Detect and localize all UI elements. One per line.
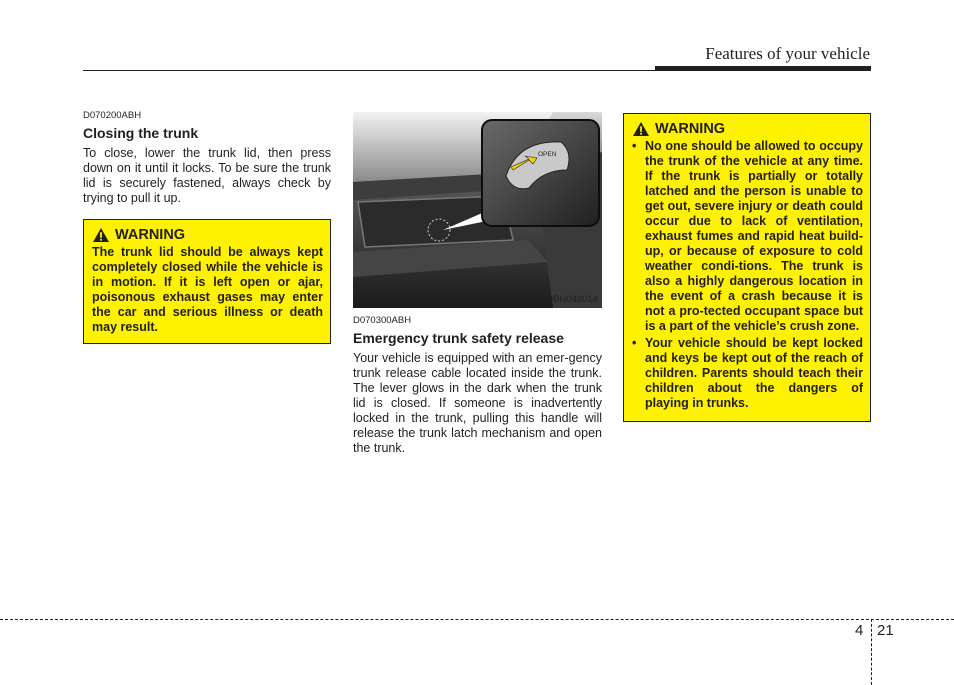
footer-dashed-rule: [0, 619, 954, 620]
warning-heading: [92, 227, 323, 243]
warning-heading: [632, 121, 863, 137]
header-accent-bar: [655, 66, 871, 71]
section-code: D070300ABH: [353, 315, 412, 326]
warning-list-item: • Your vehicle should be kept locked and keys be kept out of the reach of children. Parents should teach their children about the dangers of playing in trunks.: [632, 336, 863, 410]
warning-title: WARNING: [655, 121, 726, 137]
warning-title: WARNING: [115, 227, 186, 243]
trunk-release-photo: [353, 112, 602, 308]
warning-body: The trunk lid should be always kept completely closed while the vehicle is in motion. If it is left open or ajar, poisonous exhaust gases may enter the car and serious illness or death may result.: [92, 245, 323, 334]
warning-triangle-icon: [632, 121, 650, 137]
section-heading: Closing the trunk: [83, 125, 199, 141]
section-body: Your vehicle is equipped with an emer-gency trunk release cable located inside the trunk. The lever glows in the dark when the trunk lid is closed. If someone is inadvertently locked in the trunk, pulling this handle will release the trunk latch mechanism and open the trunk.: [353, 351, 602, 455]
warning-box: [623, 113, 871, 422]
column-emergency-release: [353, 112, 602, 456]
column-warning: [623, 113, 871, 422]
warning-list: [632, 139, 863, 411]
section-code: D070200ABH: [83, 110, 142, 121]
warning-box: [83, 219, 331, 344]
warning-triangle-icon: [92, 227, 110, 243]
section-heading: Emergency trunk safety release: [353, 330, 564, 346]
figure-code: OBH048014: [545, 294, 598, 305]
chapter-number: 4: [855, 622, 864, 639]
running-header-title: Features of your vehicle: [705, 44, 870, 63]
column-closing-trunk: [83, 110, 331, 344]
page-number: 21: [877, 622, 894, 639]
bullet: •: [632, 139, 637, 153]
warning-list-item: • No one should be allowed to occupy the trunk of the vehicle at any time. If the trunk is partially or totally latched and the person is unable to get out, severe injury or death could occur due to lack of ventilation, exhaust fumes and rapid heat build-up, or because of exposure to cold weather condi-tions. The trunk is also a highly dangerous location in the event of a crash because it is not a pro-tected occupant space but is a part of the vehicle’s crush zone.: [632, 139, 863, 333]
bullet: •: [632, 336, 637, 350]
section-body: To close, lower the trunk lid, then press down on it until it locks. To be sure the trunk lid is securely fastened, always check by trying to pull it up.: [83, 146, 331, 205]
footer-dashed-divider: [871, 619, 872, 685]
open-handle-label: OPEN: [538, 151, 557, 158]
